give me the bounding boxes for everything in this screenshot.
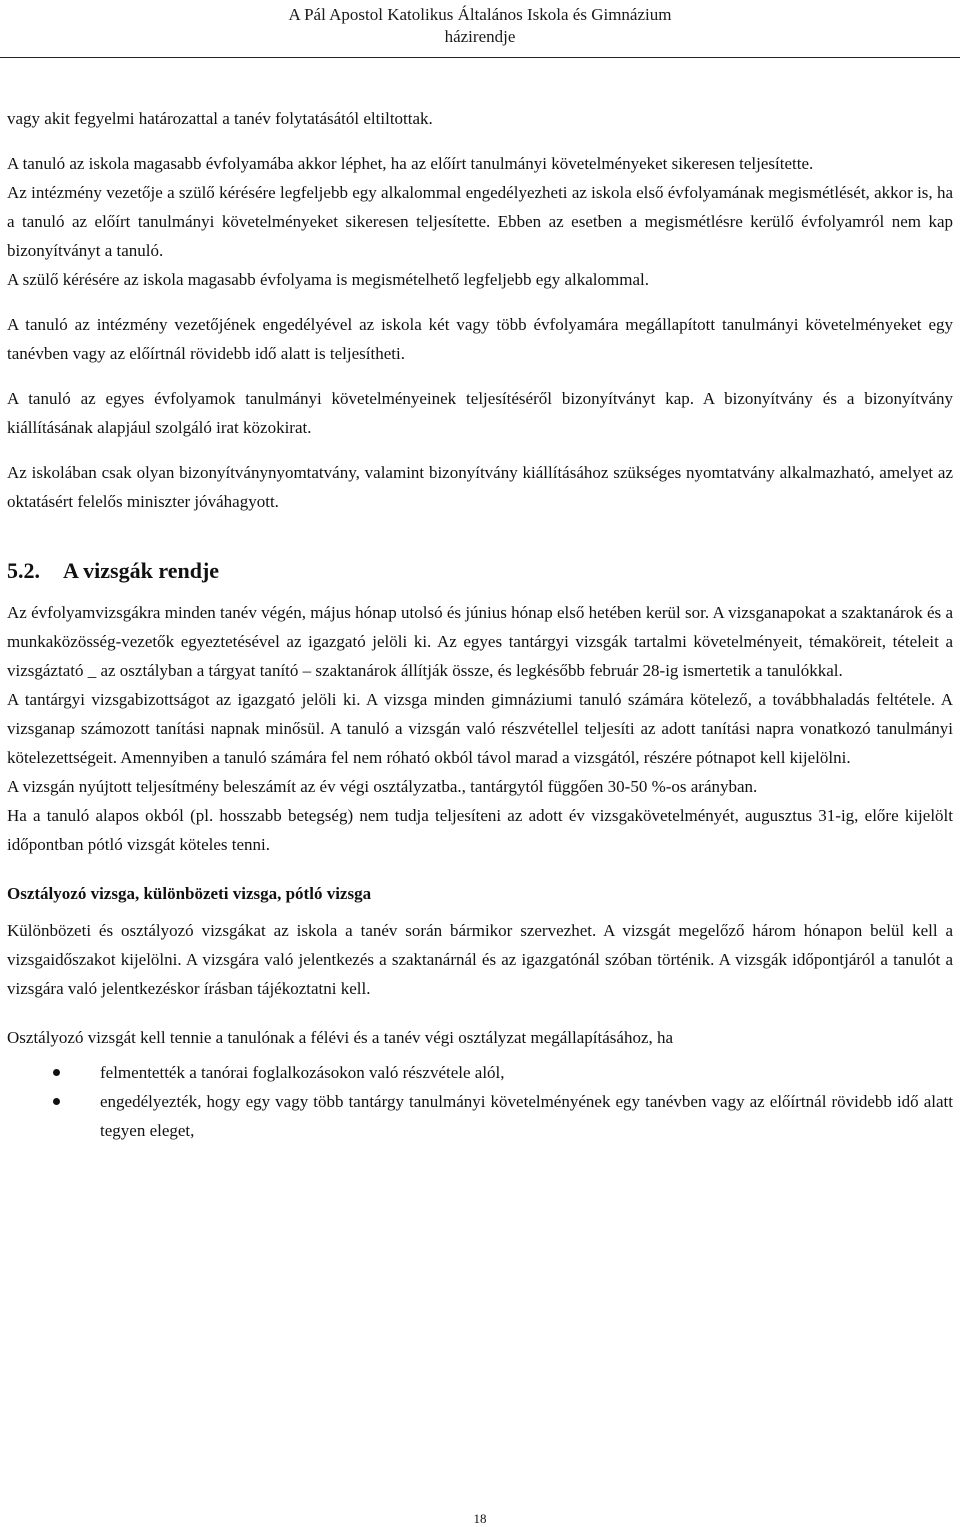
paragraph-grading-exam-conditions: Osztályozó vizsgát kell tennie a tanulónak a félévi és a tanév végi osztályzat megállapításához, ha [7,1028,674,1047]
section-number: 5.2. [7,558,40,583]
subsection-heading: Osztályozó vizsga, különbözeti vizsga, pótló vizsga [7,884,372,903]
section-title: A vizsgák rendje [63,558,220,583]
conditions-list [7,1058,953,1145]
paragraph-certificate-forms: Az iskolában csak olyan bizonyítványnyomtatvány, valamint bizonyítvány kiállításához szükséges nyomtatvány alkalmazható, amelyet az oktatásért felelős miniszter jóváhagyott. [7,463,953,511]
list-item: engedélyezték, hogy egy vagy több tantárgy tanulmányi követelményének egy tanévben vagy az előírtnál rövidebb idő alatt tegyen eleget, [7,1087,953,1145]
header-school-name: A Pál Apostol Katolikus Általános Iskola és Gimnázium [288,5,672,24]
paragraph-exam-schedule: Az évfolyamvizsgákra minden tanév végén, május hónap utolsó és június hónap első hetében kerül sor. A vizsganapokat a szaktanárok és a munkaközösség-vezetők egyeztetésével az igazgató jelöli ki. Az egyes tantárgyi vizsgák tartalmi követelményeit, témaköreit, tételeit a vizsgáztató _ az osztályban a tárgyat tanító – szaktanárok állítják össze, és legkésőbb február 28-ig ismertetik a tanulókkal. [7,603,953,680]
paragraph-makeup-exam: Ha a tanuló alapos okból (pl. hosszabb betegség) nem tudja teljesíteni az adott év vizsgakövetelményét, augusztus 31-ig, előre kijelölt időpontban pótló vizsgát köteles tenni. [7,806,953,854]
page-number: 18 [473,1511,487,1526]
paragraph-repeat-first-grade: Az intézmény vezetője a szülő kérésére legfeljebb egy alkalommal engedélyezheti az iskola első évfolyamának megismétlését, akkor is, ha a tanuló az előírt tanulmányi követelményeket sikeresen teljesítette. Ebben az esetben a megismétlésre kerülő évfolyamról nem kap bizonyítványt a tanuló. [7,183,953,260]
header-document-title: házirendje [444,27,516,46]
document-body [7,104,953,1145]
paragraph-expulsion: vagy akit fegyelmi határozattal a tanév folytatásától eltiltottak. [7,109,433,128]
paragraph-exam-organisation: Különbözeti és osztályozó vizsgákat az iskola a tanév során bármikor szervezhet. A vizsgát megelőző három hónapon belül kell a vizsgaidőszakot kijelölni. A vizsgára való jelentkezés a szaktanárnál és az igazgatónál szóban történik. A vizsgák időpontjáról a tanulót a vizsgára való jelentkezéskor írásban tájékoztatni kell. [7,921,953,998]
paragraph-advancement: A tanuló az iskola magasabb évfolyamába akkor léphet, ha az előírt tanulmányi követelményeket sikeresen teljesítette. [7,154,814,173]
paragraph-exam-committee: A tantárgyi vizsgabizottságot az igazgató jelöli ki. A vizsga minden gimnáziumi tanuló számára kötelező, a továbbhaladás feltétele. A vizsganap számozott tanítási napnak minősül. A tanuló a vizsgán való részvétellel teljesíti az adott tanítási napra vonatkozó tanulmányi kötelezettségeit. Amennyiben a tanuló számára fel nem róható okból távol marad a vizsgától, részére pótnapot kell kijelölni. [7,690,953,767]
paragraph-accelerated-completion: A tanuló az intézmény vezetőjének engedélyével az iskola két vagy több évfolyamára megállapított tanulmányi követelményeket egy tanévben vagy az előírtnál rövidebb idő alatt is teljesítheti. [7,315,953,363]
list-item: felmentették a tanórai foglalkozásokon való részvétele alól, [7,1058,953,1087]
page-header [0,4,960,48]
paragraph-repeat-higher-grade: A szülő kérésére az iskola magasabb évfolyama is megismételhető legfeljebb egy alkalommal. [7,270,649,289]
section-heading [7,556,953,586]
paragraph-exam-weight: A vizsgán nyújtott teljesítmény beleszámít az év végi osztályzatba., tantárgytól függően 30-50 %-os arányban. [7,777,758,796]
header-divider [0,57,960,58]
paragraph-certificate: A tanuló az egyes évfolyamok tanulmányi követelményeinek teljesítéséről bizonyítványt kap. A bizonyítvány és a bizonyítvány kiállításának alapjául szolgáló irat közokirat. [7,389,953,437]
